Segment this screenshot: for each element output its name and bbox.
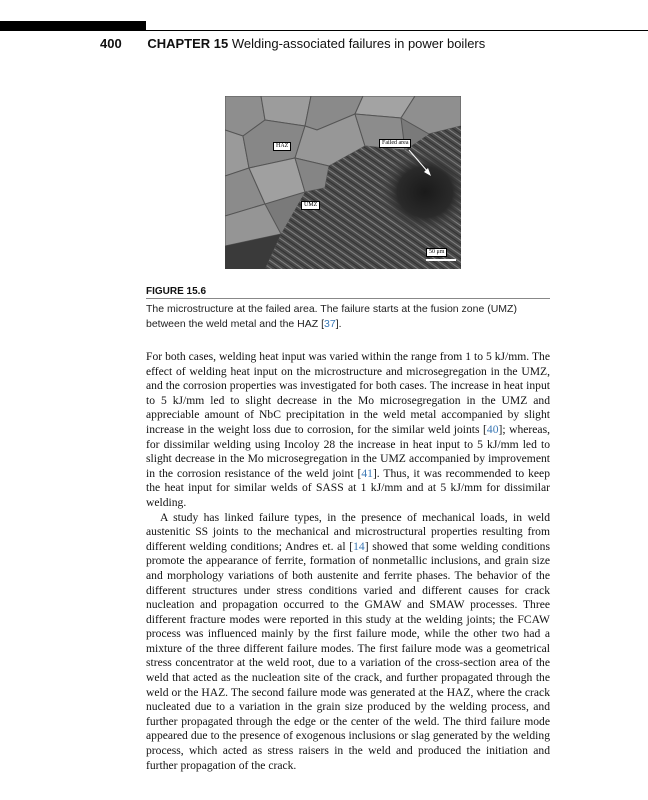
chapter-label: CHAPTER 15 bbox=[147, 36, 229, 51]
paragraph-text: ] showed that some welding conditions promote the appearance of ferrite, formation of nonmetallic inclusions, and grain size and morphology variations of both austenite and ferrite phases. The behavior of the different structures under stress conditions varied and different causes for crack nucleation and propagation occurred to the GMAW and SMAW processes. Three different fracture modes were reported in this study at the welding joints; the FCAW process was influenced mainly by the first failure mode, while the other two had a mixture of the three different failure modes. The first failure mode was a geometrical stress concentrator at the weld root, due to a variation of the cross-section area of the weld that acted as the nucleation site of the crack, and further propagated through the weld or the HAZ. The second failure mode was generated at the HAZ, where the crack nucleated due to a variation in the grain size produced by the welding process, and further propagated through the edge or the center of the weld. The third failure mode appeared due to the presence of exogenous inclusions or slag generated by the welding process, which acted as stress raisers in the weld and produced the initiation and further propagation of the crack. bbox=[146, 539, 550, 772]
paragraph-text: For both cases, welding heat input was varied within the range from 1 to 5 kJ/mm. The effect of welding heat input on the microstructure and microsegregation in the UMZ, and the corrosion properties was investigated for both cases. The increase in heat input to 5 kJ/mm led to slight decrease in the Mo microsegregation in the UMZ and appreciable amount of NbC precipitation in the weld metal accompanied by slight increase in the weight loss due to corrosion, for the similar weld joints [ bbox=[146, 350, 550, 436]
figure-caption bbox=[146, 302, 550, 331]
citation-link[interactable]: 37 bbox=[324, 317, 336, 330]
figure-rule bbox=[146, 298, 550, 299]
header-rule bbox=[146, 30, 648, 31]
running-head bbox=[100, 36, 485, 51]
caption-end: ]. bbox=[335, 317, 342, 330]
caption-text: The microstructure at the failed area. The failure starts at the fusion zone (UMZ) between the weld metal and the HAZ [ bbox=[146, 303, 517, 330]
paragraph-text: A study has linked failure types, in the presence of mechanical loads, in weld austenitic SS joints to the mechanical and microstructural properties resulting from different welding conditions; Andres et. al [ bbox=[146, 510, 550, 553]
paragraph-text: ]; whereas, for dissimilar welding using Incoloy 28 the increase in heat input to 5 kJ/mm led to slight decrease in the Mo microsegregation in the UMZ accompanied by improvement in the corrosion resistance of the weld joint [ bbox=[146, 422, 550, 480]
header-bar bbox=[0, 21, 146, 31]
citation-link[interactable]: 40 bbox=[486, 422, 499, 436]
paragraph-text: ]. Thus, it was recommended to keep the heat input for similar welds of SASS at 1 kJ/mm and at 5 kJ/mm for dissimilar welding. bbox=[146, 466, 551, 509]
citation-link[interactable]: 14 bbox=[353, 539, 365, 553]
failed-area-label: Failed area bbox=[379, 139, 411, 148]
paragraph bbox=[146, 350, 550, 511]
scale-bar bbox=[426, 259, 456, 261]
figure-label: FIGURE 15.6 bbox=[146, 286, 207, 297]
micrograph-drawing bbox=[225, 96, 461, 269]
chapter-title: Welding-associated failures in power boilers bbox=[231, 36, 486, 51]
citation-link[interactable]: 41 bbox=[361, 466, 373, 480]
page-number: 400 bbox=[100, 36, 122, 51]
micrograph-image bbox=[225, 96, 461, 269]
scale-label: 50 μm bbox=[426, 248, 447, 257]
umz-label: UMZ bbox=[301, 201, 320, 210]
haz-label: HAZ bbox=[273, 142, 291, 151]
paragraph bbox=[146, 511, 550, 774]
body-text bbox=[146, 350, 550, 773]
